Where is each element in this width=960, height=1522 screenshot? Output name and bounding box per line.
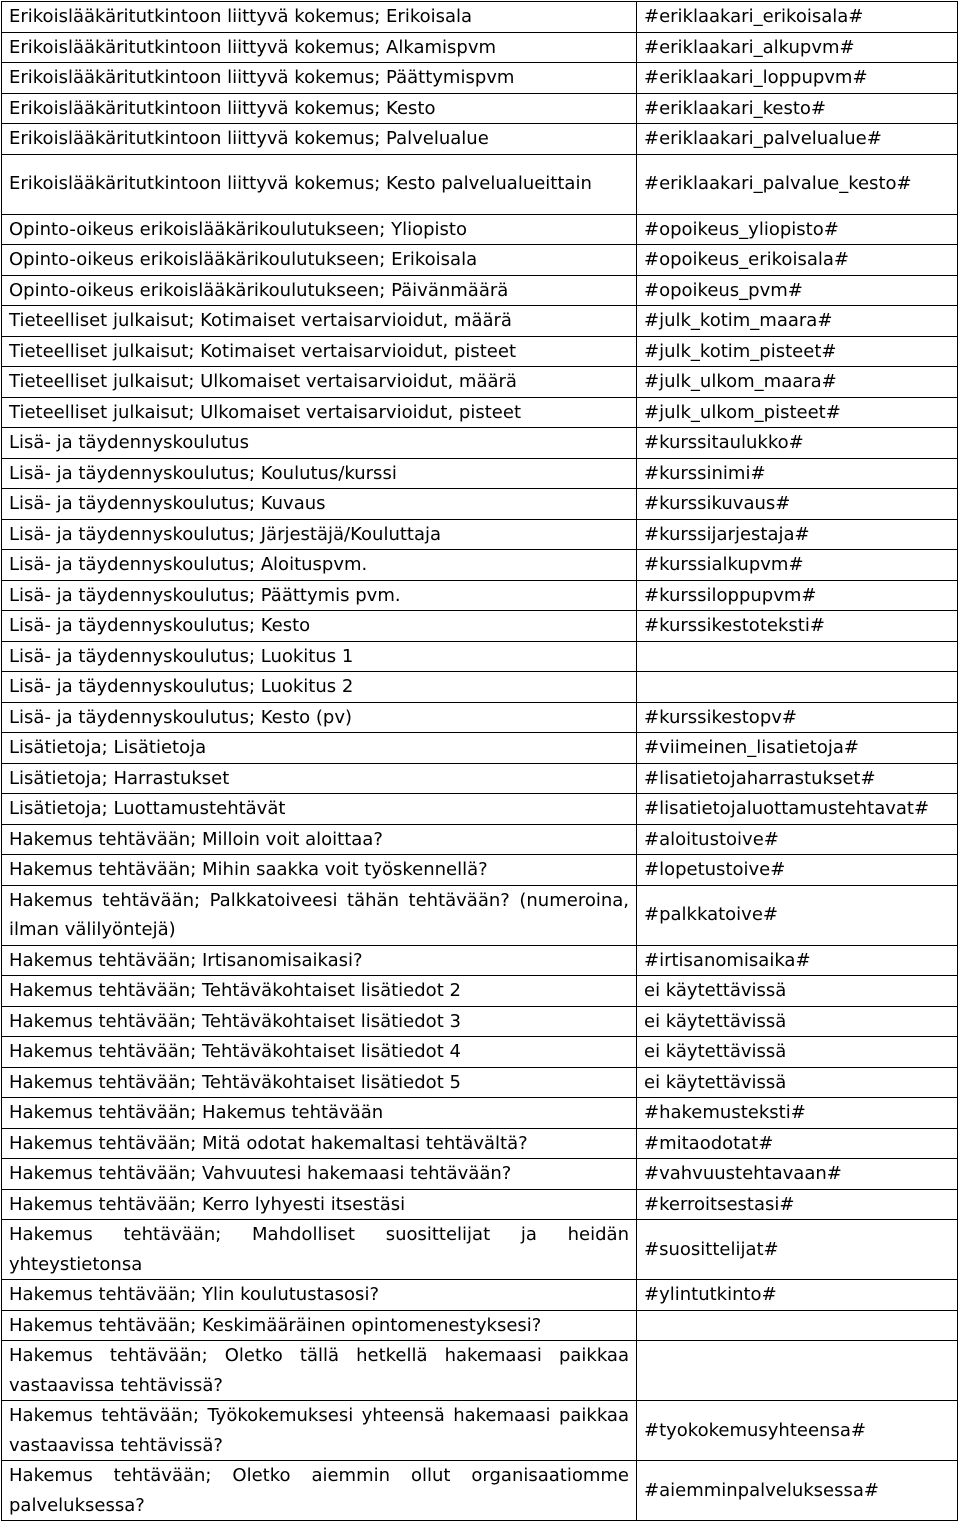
table-row [2,1280,958,1311]
field-label: Lisätietoja; Harrastukset [2,763,637,794]
field-label: Lisä- ja täydennyskoulutus; Kesto (pv) [2,702,637,733]
field-placeholder [637,641,958,672]
table-row [2,1159,958,1190]
table-row [2,1098,958,1129]
field-label: Hakemus tehtävään; Mihin saakka voit työskennellä? [2,855,637,886]
field-placeholder: ei käytettävissä [637,1006,958,1037]
table-row [2,885,958,945]
table-row [2,1037,958,1068]
field-placeholder [637,1310,958,1341]
field-placeholder: #ylintutkinto# [637,1280,958,1311]
field-label: Erikoislääkäritutkintoon liittyvä kokemus; Kesto [2,93,637,124]
field-label: Lisä- ja täydennyskoulutus; Kuvaus [2,489,637,520]
field-placeholder: #palkkatoive# [637,885,958,945]
field-label: Hakemus tehtävään; Keskimääräinen opintomenestyksesi? [2,1310,637,1341]
field-label: Lisätietoja; Lisätietoja [2,733,637,764]
field-placeholder: #viimeinen_lisatietoja# [637,733,958,764]
field-label: Lisä- ja täydennyskoulutus [2,428,637,459]
field-placeholder: #julk_ulkom_pisteet# [637,397,958,428]
field-placeholder: #mitaodotat# [637,1128,958,1159]
field-placeholder: #hakemusteksti# [637,1098,958,1129]
field-label: Tieteelliset julkaisut; Kotimaiset vertaisarvioidut, määrä [2,306,637,337]
field-placeholder: #lisatietojaluottamustehtavat# [637,794,958,825]
field-placeholder: #eriklaakari_alkupvm# [637,32,958,63]
field-placeholder: #eriklaakari_loppupvm# [637,63,958,94]
table-row [2,763,958,794]
table-row [2,1220,958,1280]
field-label: Hakemus tehtävään; Tehtäväkohtaiset lisätiedot 5 [2,1067,637,1098]
field-placeholder: #aiemminpalveluksessa# [637,1461,958,1521]
field-placeholder [637,672,958,703]
table-row [2,336,958,367]
table-row [2,1006,958,1037]
table-row [2,63,958,94]
field-label: Lisä- ja täydennyskoulutus; Aloituspvm. [2,550,637,581]
field-label: Hakemus tehtävään; Työkokemuksesi yhteensä hakemaasi paikkaa vastaavissa tehtävissä? [2,1401,637,1461]
field-placeholder: #kurssikestoteksti# [637,611,958,642]
field-label: Erikoislääkäritutkintoon liittyvä kokemus; Alkamispvm [2,32,637,63]
table-row [2,1310,958,1341]
field-label: Tieteelliset julkaisut; Ulkomaiset vertaisarvioidut, määrä [2,367,637,398]
field-placeholder: #aloitustoive# [637,824,958,855]
field-label: Lisä- ja täydennyskoulutus; Kesto [2,611,637,642]
field-label: Hakemus tehtävään; Milloin voit aloittaa? [2,824,637,855]
field-label: Hakemus tehtävään; Tehtäväkohtaiset lisätiedot 2 [2,976,637,1007]
field-label: Hakemus tehtävään; Tehtäväkohtaiset lisätiedot 4 [2,1037,637,1068]
field-placeholder: #vahvuustehtavaan# [637,1159,958,1190]
field-label: Hakemus tehtävään; Mahdolliset suosittelijat ja heidän yhteystietonsa [2,1220,637,1280]
table-row [2,519,958,550]
table-row [2,32,958,63]
field-label: Hakemus tehtävään; Tehtäväkohtaiset lisätiedot 3 [2,1006,637,1037]
field-placeholder: #kurssikestopv# [637,702,958,733]
table-row [2,93,958,124]
field-label: Hakemus tehtävään; Palkkatoiveesi tähän tehtävään? (numeroina, ilman välilyöntejä) [2,885,637,945]
table-row [2,1461,958,1521]
field-placeholder: #kurssitaulukko# [637,428,958,459]
table-row [2,367,958,398]
field-label: Hakemus tehtävään; Oletko tällä hetkellä hakemaasi paikkaa vastaavissa tehtävissä? [2,1341,637,1401]
table-row [2,214,958,245]
field-label: Opinto-oikeus erikoislääkärikoulutukseen; Yliopisto [2,214,637,245]
table-row [2,611,958,642]
table-row [2,1401,958,1461]
field-label: Lisä- ja täydennyskoulutus; Järjestäjä/Kouluttaja [2,519,637,550]
field-placeholder: ei käytettävissä [637,1067,958,1098]
table-row [2,855,958,886]
table-row [2,702,958,733]
field-placeholder: #eriklaakari_palvalue_kesto# [637,154,958,214]
field-label: Erikoislääkäritutkintoon liittyvä kokemus; Kesto palvelualueittain [2,154,637,214]
field-placeholder: #kurssialkupvm# [637,550,958,581]
field-label: Erikoislääkäritutkintoon liittyvä kokemus; Erikoisala [2,2,637,33]
field-label: Hakemus tehtävään; Oletko aiemmin ollut organisaatiomme palveluksessa? [2,1461,637,1521]
field-placeholder: #suosittelijat# [637,1220,958,1280]
table-row [2,794,958,825]
field-label: Hakemus tehtävään; Hakemus tehtävään [2,1098,637,1129]
table-row [2,306,958,337]
table-row [2,2,958,33]
field-label: Tieteelliset julkaisut; Kotimaiset vertaisarvioidut, pisteet [2,336,637,367]
table-row [2,1341,958,1401]
field-label: Tieteelliset julkaisut; Ulkomaiset vertaisarvioidut, pisteet [2,397,637,428]
field-label: Lisä- ja täydennyskoulutus; Päättymis pvm. [2,580,637,611]
table-row [2,397,958,428]
field-label: Erikoislääkäritutkintoon liittyvä kokemus; Palvelualue [2,124,637,155]
field-placeholder: #kurssinimi# [637,458,958,489]
field-placeholder: #eriklaakari_palvelualue# [637,124,958,155]
table-row [2,824,958,855]
field-placeholder: ei käytettävissä [637,976,958,1007]
field-label: Opinto-oikeus erikoislääkärikoulutukseen; Erikoisala [2,245,637,276]
table-row [2,124,958,155]
field-mapping-table [1,1,958,1521]
field-placeholder: #eriklaakari_kesto# [637,93,958,124]
table-row [2,550,958,581]
table-row [2,428,958,459]
table-row [2,672,958,703]
field-placeholder: #opoikeus_pvm# [637,275,958,306]
field-placeholder: #lopetustoive# [637,855,958,886]
field-label: Erikoislääkäritutkintoon liittyvä kokemus; Päättymispvm [2,63,637,94]
field-label: Lisä- ja täydennyskoulutus; Koulutus/kurssi [2,458,637,489]
table-row [2,245,958,276]
table-row [2,580,958,611]
field-placeholder: #julk_ulkom_maara# [637,367,958,398]
field-placeholder: #kurssiloppupvm# [637,580,958,611]
field-label: Hakemus tehtävään; Vahvuutesi hakemaasi tehtävään? [2,1159,637,1190]
field-placeholder: ei käytettävissä [637,1037,958,1068]
field-label: Hakemus tehtävään; Mitä odotat hakemaltasi tehtävältä? [2,1128,637,1159]
field-placeholder: #julk_kotim_maara# [637,306,958,337]
field-placeholder: #tyokokemusyhteensa# [637,1401,958,1461]
table-row [2,275,958,306]
field-placeholder: #irtisanomisaika# [637,945,958,976]
field-label: Hakemus tehtävään; Kerro lyhyesti itsestäsi [2,1189,637,1220]
table-row [2,1067,958,1098]
field-label: Opinto-oikeus erikoislääkärikoulutukseen; Päivänmäärä [2,275,637,306]
field-label: Hakemus tehtävään; Ylin koulutustasosi? [2,1280,637,1311]
field-placeholder: #julk_kotim_pisteet# [637,336,958,367]
field-placeholder: #kurssikuvaus# [637,489,958,520]
field-placeholder: #kerroitsestasi# [637,1189,958,1220]
field-label: Lisätietoja; Luottamustehtävät [2,794,637,825]
field-mapping-table-body [2,2,958,1521]
table-row [2,641,958,672]
table-row [2,945,958,976]
table-row [2,1189,958,1220]
field-placeholder [637,1341,958,1401]
table-row [2,154,958,214]
table-row [2,1128,958,1159]
field-label: Lisä- ja täydennyskoulutus; Luokitus 2 [2,672,637,703]
field-placeholder: #lisatietojaharrastukset# [637,763,958,794]
table-row [2,458,958,489]
field-placeholder: #eriklaakari_erikoisala# [637,2,958,33]
table-row [2,733,958,764]
field-placeholder: #opoikeus_erikoisala# [637,245,958,276]
field-label: Hakemus tehtävään; Irtisanomisaikasi? [2,945,637,976]
field-placeholder: #kurssijarjestaja# [637,519,958,550]
table-row [2,976,958,1007]
table-row [2,489,958,520]
field-placeholder: #opoikeus_yliopisto# [637,214,958,245]
field-label: Lisä- ja täydennyskoulutus; Luokitus 1 [2,641,637,672]
